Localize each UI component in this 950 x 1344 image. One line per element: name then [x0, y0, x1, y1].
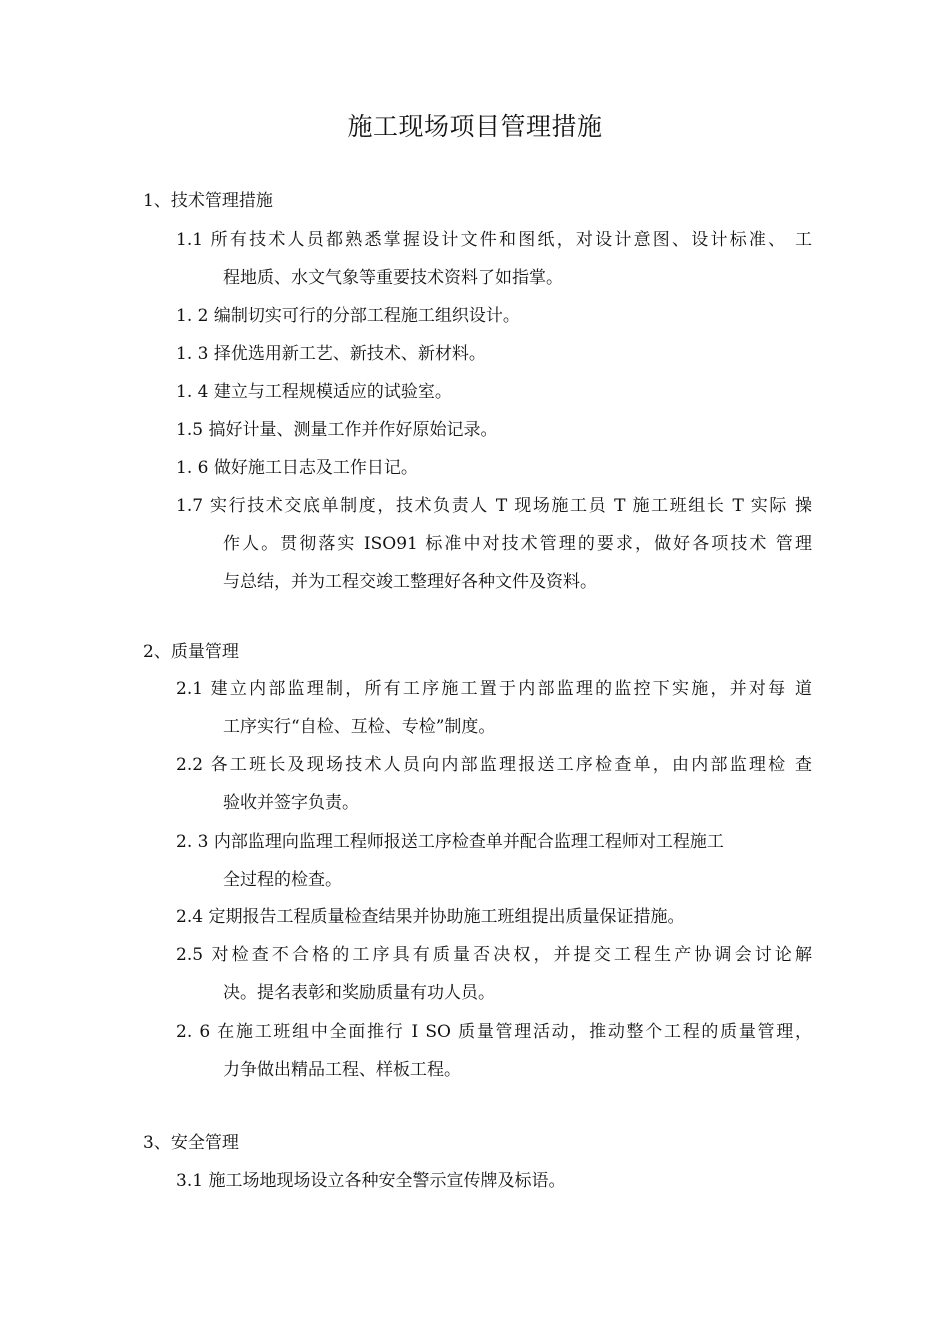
list-item	[176, 297, 812, 335]
item-line: 2. 3 内部监理向监理工程师报送工序检查单并配合监理工程师对工程施工	[176, 832, 724, 852]
list-item	[176, 1013, 812, 1089]
list-item	[176, 823, 812, 899]
item-line: 2.2 各工班长及现场技术人员向内部监理报送工序检查单，由内部监理检 查	[176, 755, 812, 775]
list-item	[176, 936, 812, 1012]
list-item	[176, 746, 812, 822]
item-line: 1.7 实行技术交底单制度，技术负责人 T 现场施工员 T 施工班组长 T 实际 操	[176, 496, 812, 516]
list-item	[176, 335, 812, 373]
item-line: 决。提名表彰和奖励质量有功人员。	[223, 983, 495, 1003]
item-line: 全过程的检查。	[223, 870, 342, 890]
item-line: 1. 3 择优选用新工艺、新技术、新材料。	[176, 344, 486, 364]
item-line: 与总结，并为工程交竣工整理好各种文件及资料。	[223, 572, 597, 592]
page-title: 施工现场项目管理措施	[347, 112, 603, 141]
item-line: 作人。贯彻落实 ISO91 标准中对技术管理的要求，做好各项技术 管理	[223, 534, 812, 554]
item-line: 2. 6 在施工班组中全面推行 I SO 质量管理活动，推动整个工程的质量管理，	[176, 1022, 812, 1042]
list-item	[176, 670, 812, 746]
item-line: 验收并签字负责。	[223, 793, 359, 813]
list-item	[176, 487, 812, 601]
item-line: 2.4 定期报告工程质量检查结果并协助施工班组提出质量保证措施。	[176, 907, 685, 927]
item-line: 1.5 搞好计量、测量工作并作好原始记录。	[176, 420, 498, 440]
item-line: 1. 4 建立与工程规模适应的试验室。	[176, 382, 452, 402]
list-item	[176, 449, 812, 487]
list-item	[176, 898, 812, 936]
list-item	[176, 373, 812, 411]
item-line: 3.1 施工场地现场设立各种安全警示宣传牌及标语。	[176, 1171, 566, 1191]
list-item	[176, 411, 812, 449]
item-line: 工序实行“自检、互检、专检”制度。	[223, 717, 496, 737]
section-heading-quality: 2、质量管理	[143, 642, 239, 662]
item-line: 1. 2 编制切实可行的分部工程施工组织设计。	[176, 306, 520, 326]
item-line: 力争做出精品工程、样板工程。	[223, 1060, 461, 1080]
list-item	[176, 1162, 812, 1200]
list-item	[176, 221, 812, 297]
item-line: 程地质、水文气象等重要技术资料了如指掌。	[223, 268, 563, 288]
item-line: 2.5 对检查不合格的工序具有质量否决权，并提交工程生产协调会讨论解	[176, 945, 812, 965]
item-line: 1. 6 做好施工日志及工作日记。	[176, 458, 418, 478]
item-line: 1.1 所有技术人员都熟悉掌握设计文件和图纸，对设计意图、设计标准、 工	[176, 230, 812, 250]
section-heading-safety: 3、安全管理	[143, 1133, 239, 1153]
item-line: 2.1 建立内部监理制，所有工序施工置于内部监理的监控下实施，并对每 道	[176, 679, 812, 699]
section-heading-technical: 1、技术管理措施	[143, 191, 273, 211]
